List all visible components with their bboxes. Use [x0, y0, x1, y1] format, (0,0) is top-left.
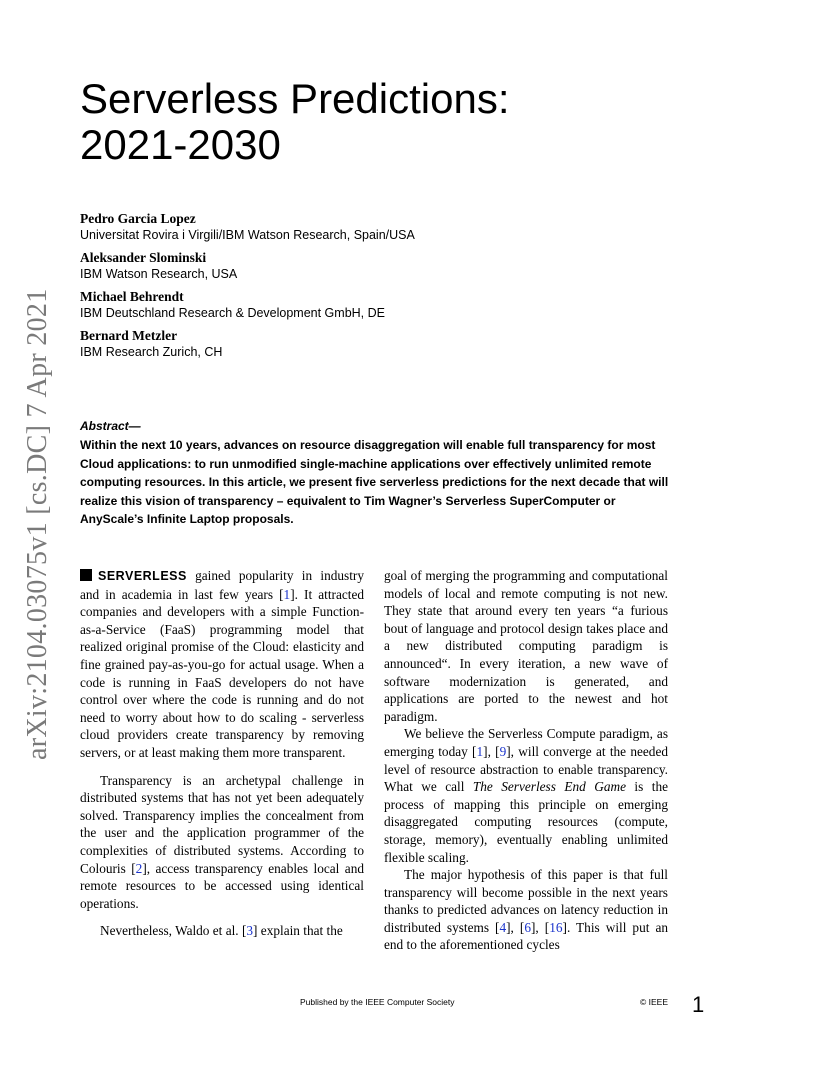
page-number: 1 — [692, 992, 705, 1017]
abstract-text: Within the next 10 years, advances on resource disaggregation will enable full transparency for most Cloud applications: to run unmodified single-machine applications over effectively unlimited remote computing resources. In this article, we present five serverless predictions for the next decade that will realize this vision of transparency – equivalent to Tim Wagner’s Serverless SuperComputer or AnyScale’s Infinite Laptop proposals. — [80, 438, 669, 526]
right-column — [384, 567, 668, 954]
text-run: ], [ — [483, 743, 500, 759]
author-name: Michael Behrendt — [80, 289, 184, 304]
text-run: is the process of mapping this principle on emerging disaggregated computing resources (compute, storage, memory), eventually enabling unlimited flexible scaling. — [384, 779, 669, 865]
title-line-2: 2021-2030 — [80, 121, 281, 168]
text-run: ], [ — [506, 919, 525, 935]
footer-publisher: Published by the IEEE Computer Society — [300, 997, 455, 1007]
paper-title — [80, 76, 700, 168]
citation-link[interactable]: 1 — [476, 743, 484, 759]
title-line-1: Serverless Predictions: — [80, 75, 510, 122]
body-paragraph — [80, 772, 364, 913]
body-paragraph — [80, 567, 364, 762]
author-name: Aleksander Slominski — [80, 250, 207, 265]
author-affiliation: IBM Watson Research, USA — [80, 267, 238, 281]
author-affiliation: Universitat Rovira i Virgili/IBM Watson Research, Spain/USA — [80, 228, 415, 242]
citation-link[interactable]: 3 — [246, 923, 254, 939]
author-name: Pedro Garcia Lopez — [80, 211, 196, 226]
citation-link[interactable]: 2 — [135, 860, 143, 876]
citation-link[interactable]: 4 — [499, 919, 507, 935]
citation-link[interactable]: 9 — [499, 743, 507, 759]
text-run: ], access transparency enables local and remote resources to be accessed using identical operations. — [80, 860, 365, 911]
section-marker-square — [80, 569, 92, 581]
text-run: ], [ — [531, 919, 550, 935]
text-run: gained popularity in industry and in academia in last few years [ — [80, 568, 364, 602]
author-block — [80, 327, 680, 360]
text-run: The major hypothesis of this paper is that full transparency will become possible in the next years thanks to predicted advances on latency reduction in distributed systems [ — [384, 867, 668, 935]
body-paragraph — [384, 725, 668, 866]
lead-word: SERVERLESS — [98, 569, 187, 583]
author-affiliation: IBM Research Zurich, CH — [80, 345, 223, 359]
author-affiliation: IBM Deutschland Research & Development GmbH, DE — [80, 306, 385, 320]
citation-link[interactable]: 6 — [524, 919, 531, 935]
author-name: Bernard Metzler — [80, 328, 178, 343]
text-run: Transparency is an archetypal challenge in distributed systems that has not yet been adequately solved. Transparency implies the concealment from the user and the application programmer of the complexities of distributed systems. According to Colouris [ — [80, 772, 364, 876]
arxiv-identifier: arXiv:2104.03075v1 [cs.DC] 7 Apr 2021 — [22, 288, 53, 760]
emphasis-text: The Serverless End Game — [472, 779, 626, 795]
text-run: ] explain that the — [253, 923, 343, 939]
citation-link[interactable]: 1 — [283, 586, 291, 602]
text-run: ]. This will put an end to the aforementioned cycles — [384, 919, 668, 953]
author-block — [80, 210, 680, 243]
author-list — [80, 210, 680, 366]
text-run: We believe the Serverless Compute paradigm, as emerging today [ — [384, 726, 668, 759]
author-block — [80, 288, 680, 321]
text-run: ], will converge at the needed level of resource abstraction to enable transparency. What we call — [384, 743, 668, 795]
author-block — [80, 249, 680, 282]
text-run: ]. It attracted companies and developers with a simple Function-as-a-Service (FaaS) programming model that realized original promise of the Cloud: elasticity and fine grained pay-as-you-go for actual usage. When a code is running in FaaS developers do not have control over where the code is running and do not need to worry about how to do scaling - serverless cloud providers create transparency by removing servers, or at least making them more transparent. — [80, 586, 364, 760]
body-paragraph — [80, 922, 364, 940]
abstract — [80, 418, 670, 529]
footer-copyright: © IEEE — [640, 997, 668, 1007]
left-column — [80, 567, 364, 940]
abstract-heading: Abstract— — [80, 419, 141, 433]
body-paragraph: goal of merging the programming and computational models of local and remote computing is not new. They state that around every ten years “a furious bout of language and protocol design takes place and a new distributed computing paradigm is announced“. In every iteration, a new wave of software modernization is generated, and applications are ported to the newest and hot paradigm. — [384, 568, 668, 724]
body-paragraph — [384, 866, 668, 954]
citation-link[interactable]: 16 — [549, 919, 563, 935]
text-run: Nevertheless, Waldo et al. [ — [100, 923, 247, 939]
